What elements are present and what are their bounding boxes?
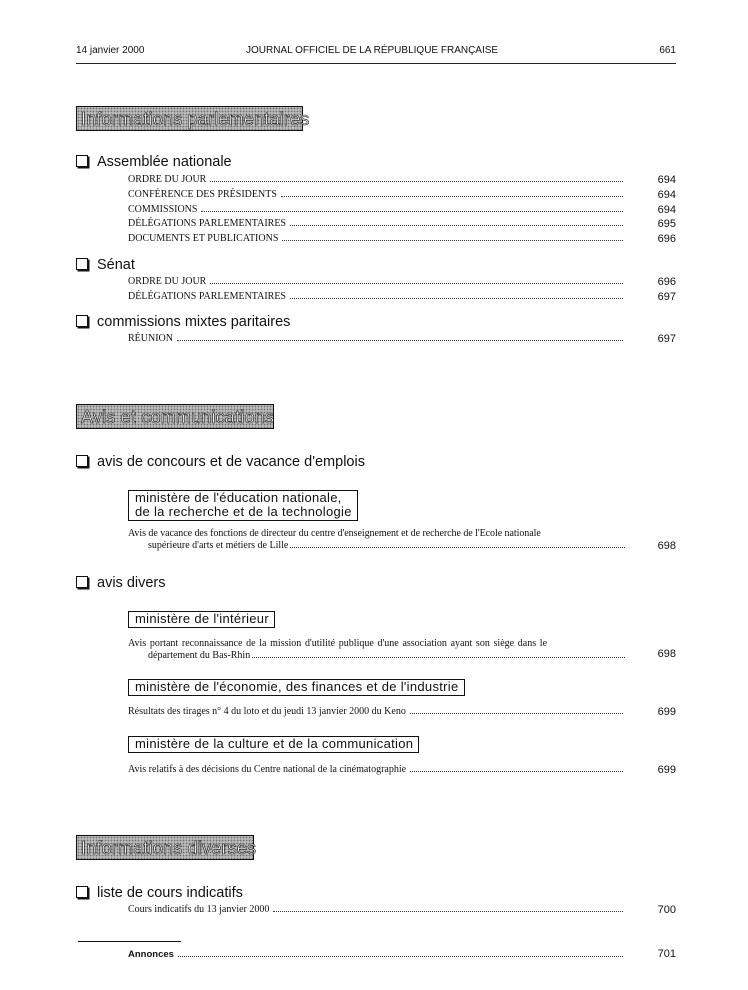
checkbox-icon: [76, 155, 88, 167]
toc-entry-annonces[interactable]: Annonces: [128, 949, 625, 961]
ministry-education-box: ministère de l'éducation nationale, de la recherche et de la technologie: [128, 490, 358, 521]
section-avis-divers: avis divers: [76, 575, 166, 591]
toc-entry[interactable]: ORDRE DU JOUR: [128, 174, 625, 186]
ministry-interieur-box: ministère de l'intérieur: [128, 611, 275, 628]
toc-page: 701: [657, 948, 676, 960]
banner-informations-diverses: Informations diverses: [76, 835, 254, 860]
banner-avis-et-communications: Avis et communications: [76, 404, 274, 429]
section-avis-concours: avis de concours et de vacance d'emplois: [76, 454, 365, 470]
banner-informations-parlementaires: Informations parlementaires: [76, 106, 303, 131]
toc-page: 696: [657, 233, 676, 245]
toc-page: 698: [657, 648, 676, 660]
annonces-rule: [78, 941, 181, 942]
toc-entry[interactable]: DÉLÉGATIONS PARLEMENTAIRES: [128, 218, 625, 230]
notice-education[interactable]: Avis de vacance des fonctions de directeur du centre d'enseignement et de recherche de l'Ecole nationale supérieure d'arts et métiers de Lille: [128, 528, 625, 552]
toc-page: 694: [657, 189, 676, 201]
toc-page: 698: [657, 540, 676, 552]
toc-entry[interactable]: DOCUMENTS ET PUBLICATIONS: [128, 233, 625, 245]
page-number: 661: [659, 45, 676, 56]
checkbox-icon: [76, 258, 88, 270]
ministry-culture-box: ministère de la culture et de la communication: [128, 736, 419, 753]
section-cours-indicatifs: liste de cours indicatifs: [76, 885, 243, 901]
section-assemblee-nationale: Assemblée nationale: [76, 154, 232, 170]
toc-entry[interactable]: CONFÉRENCE DES PRÉSIDENTS: [128, 189, 625, 201]
checkbox-icon: [76, 576, 88, 588]
toc-page: 700: [657, 904, 676, 916]
notice-culture[interactable]: Avis relatifs à des décisions du Centre national de la cinématographie: [128, 764, 625, 776]
toc-entry[interactable]: Cours indicatifs du 13 janvier 2000: [128, 904, 625, 916]
toc-entry[interactable]: ORDRE DU JOUR: [128, 276, 625, 288]
section-commissions-mixtes: commissions mixtes paritaires: [76, 314, 290, 330]
toc-page: 699: [657, 764, 676, 776]
notice-economie[interactable]: Résultats des tirages n° 4 du loto et du jeudi 13 janvier 2000 du Keno: [128, 706, 625, 718]
notice-interieur[interactable]: Avis portant reconnaissance de la mission d'utilité publique d'une association ayant son siège dans le département du Bas-Rhin: [128, 638, 625, 662]
section-senat: Sénat: [76, 257, 135, 273]
toc-page: 697: [657, 333, 676, 345]
toc-entry[interactable]: DÉLÉGATIONS PARLEMENTAIRES: [128, 291, 625, 303]
journal-title: JOURNAL OFFICIEL DE LA RÉPUBLIQUE FRANÇAISE: [246, 45, 499, 56]
header-date: 14 janvier 2000: [76, 45, 145, 56]
toc-page: 697: [657, 291, 676, 303]
toc-entry[interactable]: COMMISSIONS: [128, 204, 625, 216]
toc-page: 694: [657, 204, 676, 216]
checkbox-icon: [76, 315, 88, 327]
toc-page: 694: [657, 174, 676, 186]
checkbox-icon: [76, 455, 88, 467]
checkbox-icon: [76, 886, 88, 898]
toc-page: 695: [657, 218, 676, 230]
toc-page: 696: [657, 276, 676, 288]
toc-entry[interactable]: RÉUNION: [128, 333, 625, 345]
toc-page: 699: [657, 706, 676, 718]
header-rule: [76, 63, 676, 64]
ministry-economie-box: ministère de l'économie, des finances et de l'industrie: [128, 679, 465, 696]
